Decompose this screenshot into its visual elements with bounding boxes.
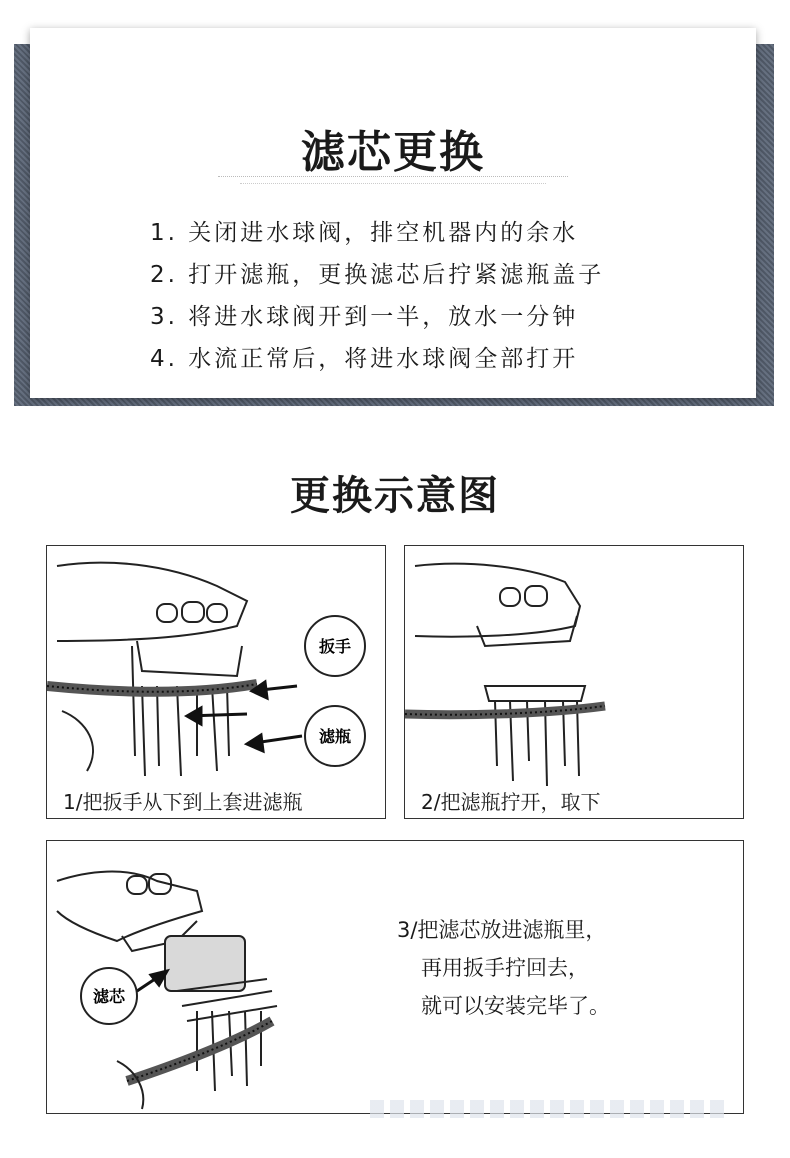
instruction-line: 再用扳手拧回去， <box>421 956 589 980</box>
step-item: 1. 关闭进水球阀，排空机器内的余水 <box>150 220 579 246</box>
panel-caption: 2/把滤瓶拧开，取下 <box>421 790 601 814</box>
card-title: 滤芯更换 <box>301 127 485 178</box>
panel-caption: 1/把扳手从下到上套进滤瓶 <box>63 790 303 814</box>
faint-watermark <box>370 1100 730 1118</box>
step-item: 4. 水流正常后，将进水球阀全部打开 <box>150 346 579 372</box>
steps-list <box>150 212 604 380</box>
diagram-illustration-1 <box>47 546 385 818</box>
diagram-panel-1 <box>46 545 386 819</box>
instruction-card <box>30 28 756 398</box>
diagram-illustration-2 <box>405 546 743 818</box>
diagram-illustration-3 <box>47 841 387 1113</box>
panel-instructions <box>397 911 610 1025</box>
callout-label: 滤瓶 <box>318 727 352 746</box>
section-title: 更换示意图 <box>290 473 500 519</box>
step-item: 2. 打开滤瓶，更换滤芯后拧紧滤瓶盖子 <box>150 262 605 288</box>
instruction-line: 就可以安装完毕了。 <box>421 994 610 1018</box>
callout-label: 滤芯 <box>92 987 126 1006</box>
instruction-line: 3/把滤芯放进滤瓶里， <box>397 918 607 942</box>
diagram-panel-3 <box>46 840 744 1114</box>
callout-label: 扳手 <box>318 637 352 656</box>
step-item: 3. 将进水球阀开到一半，放水一分钟 <box>150 304 579 330</box>
divider <box>240 183 546 184</box>
divider <box>218 176 568 177</box>
diagram-panel-2 <box>404 545 744 819</box>
